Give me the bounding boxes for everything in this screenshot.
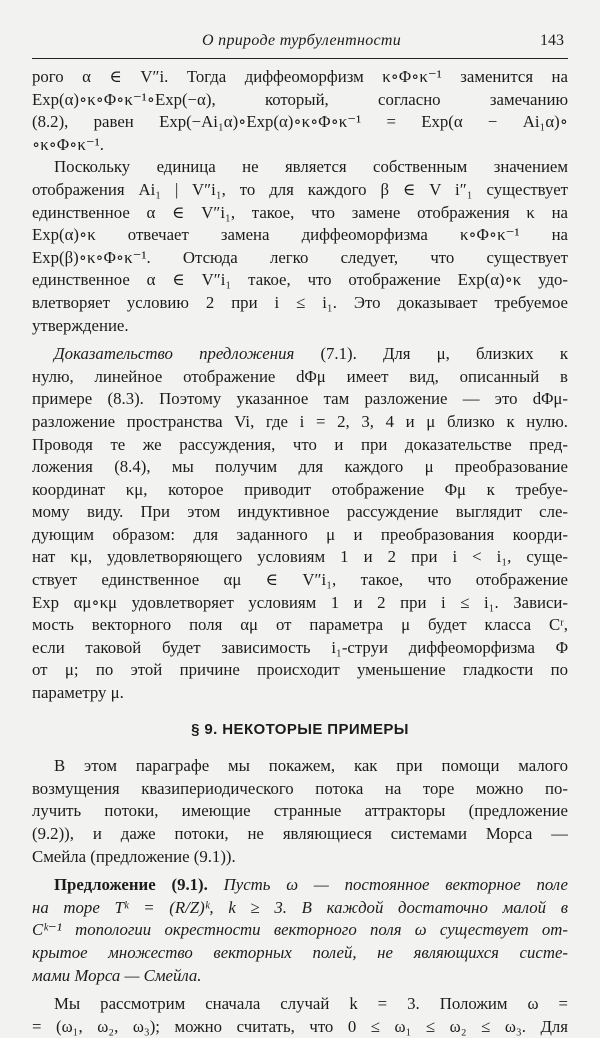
- page-number: 143: [540, 32, 564, 49]
- text-line: лучить потоки, имеющие странные аттракторы (предложение: [32, 801, 568, 821]
- text-line: мому виду. При этом индуктивное рассуждение выглядит сле-: [32, 502, 568, 522]
- spacer: [32, 705, 568, 719]
- page-body: [32, 66, 568, 1038]
- paragraph-case-k3: [32, 993, 568, 1038]
- proposition-block: [32, 874, 568, 987]
- text-line: координат κμ, которое приводит отображение Φμ к требуе-: [32, 479, 568, 499]
- text-line: параметру μ.: [32, 683, 124, 703]
- text-line: Проводя те же рассуждения, что и при доказательстве пред-: [32, 434, 568, 454]
- proof-label: Доказательство предложения: [54, 344, 295, 364]
- text-line: ложения (8.4), мы получим для каждого μ преобразование: [32, 457, 568, 477]
- header-title: О природе турбулентности: [202, 32, 402, 49]
- text-line: ствует единственное αμ ∈ V″i₁, такое, что отображение: [32, 570, 568, 590]
- text-line: = (ω₁, ω₂, ω₃); можно считать, что 0 ≤ ω₁ ≤ ω₂ ≤ ω₃. Для: [32, 1016, 568, 1036]
- running-header: [32, 28, 568, 58]
- text-line: ∘κ∘Φ∘κ⁻¹.: [32, 134, 104, 154]
- text-line: утверждение.: [32, 315, 129, 335]
- text-line: Смейла (предложение (9.1)).: [32, 846, 236, 866]
- text-line: нулю, линейное отображение dΦμ имеет вид, описанный в: [32, 366, 568, 386]
- text-line: Exp(β)∘κ∘Φ∘κ⁻¹. Отсюда легко следует, что существует: [32, 247, 568, 267]
- section-heading: § 9. НЕКОТОРЫЕ ПРИМЕРЫ: [191, 720, 409, 738]
- text-line: единственное α ∈ V″i₁, такое, что замене отображения κ на: [32, 202, 568, 222]
- text-line: (8.2), равен Exp(−Ai₁α)∘Exp(α)∘κ∘Φ∘κ⁻¹ = Exp(α − Ai₁α)∘: [32, 112, 568, 132]
- paragraph-continuation: [32, 66, 568, 156]
- text-line: влетворяет условию 2 при i ≤ i₁. Это доказывает требуемое: [32, 292, 568, 312]
- text-line: если таковой будет зависимость i₁-струи диффеоморфизма Φ: [32, 637, 568, 657]
- text-line: мость векторного поля αμ от параметра μ будет класса Cʳ,: [32, 615, 568, 635]
- text-line: дующим образом: для заданного μ и преобразования коорди-: [32, 524, 568, 544]
- proof-first-line: [32, 343, 568, 366]
- proposition-first-line-rest: Пусть ω — постоянное векторное поле: [207, 875, 568, 895]
- text-line: отображения Ai₁ | V″i₁, то для каждого β ∈ V i″₁ существует: [32, 179, 568, 199]
- text-line: разложение пространства Vi, где i = 2, 3, 4 и μ близко к нулю.: [32, 411, 568, 431]
- text-line: В этом параграфе мы покажем, как при помощи малого: [54, 756, 568, 776]
- text-line: Поскольку единица не является собственным значением: [54, 157, 568, 177]
- header-rule: [32, 58, 568, 59]
- text-line: рого α ∈ V″i. Тогда диффеоморфизм κ∘Φ∘κ⁻¹ заменится на: [32, 67, 568, 86]
- text-line: Exp(α)∘κ∘Φ∘κ⁻¹∘Exp(−α), который, согласно замечанию: [32, 89, 568, 109]
- text-line: мами Морса — Смейла.: [32, 965, 202, 985]
- text-line: крытое множество векторных полей, не являющихся систе-: [32, 942, 568, 962]
- text-line: Cᵏ⁻¹ топологии окрестности векторного поля ω существует от-: [32, 920, 568, 940]
- text-line: Exp(α)∘κ отвечает замена диффеоморфизма κ∘Φ∘κ⁻¹ на: [32, 225, 568, 245]
- paragraph-intro: [32, 755, 568, 868]
- proposition-label: Предложение (9.1).: [54, 875, 208, 895]
- text-line: нат κμ, удовлетворяющего условиям 1 и 2 при i < i₁, суще-: [32, 547, 568, 567]
- text-line: (9.2)), и даже потоки, не являющиеся системами Морса —: [32, 824, 568, 843]
- proposition-first-line: [32, 874, 568, 897]
- text-line: возмущения квазипериодического потока на торе можно по-: [32, 778, 568, 798]
- proof-block: [32, 343, 568, 705]
- text-line: Мы рассмотрим сначала случай k = 3. Положим ω =: [54, 994, 568, 1014]
- text-line: примере (8.3). Поэтому указанное там разложение — это dΦμ-: [32, 389, 568, 409]
- text-line: от μ; по этой причине происходит уменьшение гладкости по: [32, 660, 568, 680]
- text-line: единственное α ∈ V″i₁ такое, что отображение Exp(α)∘κ удо-: [32, 270, 568, 290]
- text-line: Exp αμ∘κμ удовлетворяет условиям 1 и 2 при i ≤ i₁. Зависи-: [32, 592, 568, 612]
- spacer: [32, 741, 568, 755]
- proof-first-line-rest: (7.1). Для μ, близких к: [294, 344, 568, 364]
- paragraph-uniqueness: [32, 156, 568, 337]
- text-line: на торе Tᵏ = (R/Z)ᵏ, k ≥ 3. В каждой достаточно малой в: [32, 897, 568, 917]
